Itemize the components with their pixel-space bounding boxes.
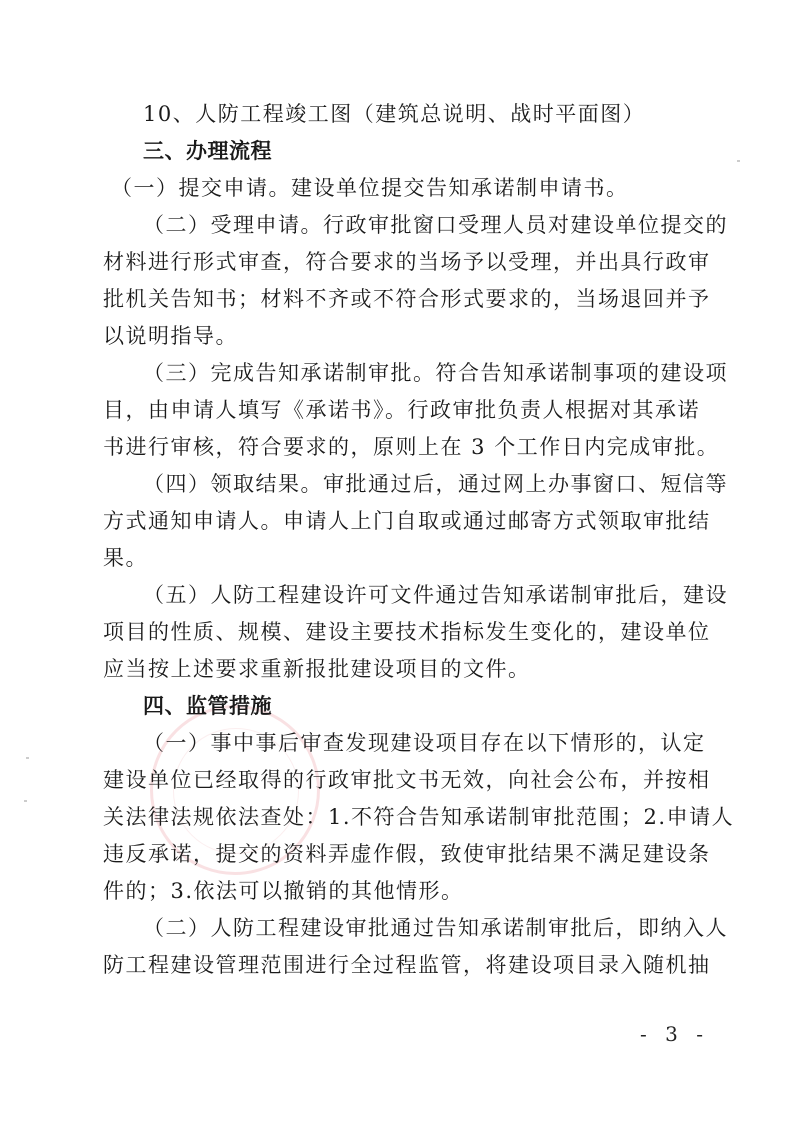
paragraph-accept-application-line-2: 材料进行形式审查，符合要求的当场予以受理，并出具行政审 [103, 250, 711, 274]
document-body [103, 96, 735, 984]
paragraph-post-review-line-2: 建设单位已经取得的行政审批文书无效，向社会公布，并按相 [103, 768, 711, 792]
paragraph-accept-application-line-1: （二）受理申请。行政审批窗口受理人员对建设单位提交的 [143, 213, 728, 237]
paragraph-full-process-supervision-line-2: 防工程建设管理范围进行全过程监管，将建设项目录入随机抽 [103, 953, 711, 977]
paragraph-post-review-line-1: （一）事中事后审查发现建设项目存在以下情形的，认定 [143, 731, 706, 755]
paragraph-post-review-line-3: 关法律法规依法查处：1.不符合告知承诺制审批范围；2.申请人 [103, 805, 735, 829]
paragraph-permit-change-line-2: 项目的性质、规模、建设主要技术指标发生变化的，建设单位 [103, 620, 711, 644]
paragraph-collect-result-line-3: 果。 [103, 546, 148, 570]
section-heading-process: 三、办理流程 [143, 139, 272, 163]
paragraph-accept-application-line-4: 以说明指导。 [103, 324, 238, 348]
page-number: - 3 - [640, 1022, 709, 1046]
paragraph-full-process-supervision-line-1: （二）人防工程建设审批通过告知承诺制审批后，即纳入人 [143, 916, 728, 940]
paragraph-complete-approval-line-2: 目，由申请人填写《承诺书》。行政审批负责人根据对其承诺 [103, 398, 700, 422]
paragraph-submit-application: （一）提交申请。建设单位提交告知承诺制申请书。 [111, 176, 629, 200]
section-heading-supervision: 四、监管措施 [143, 694, 272, 718]
paragraph-accept-application-line-3: 批机关告知书；材料不齐或不符合形式要求的，当场退回并予 [103, 287, 711, 311]
scan-speck [24, 800, 27, 802]
paragraph-collect-result-line-1: （四）领取结果。审批通过后，通过网上办事窗口、短信等 [143, 472, 728, 496]
list-item-10: 10、人防工程竣工图（建筑总说明、战时平面图） [143, 102, 646, 126]
scan-speck [26, 757, 29, 759]
paragraph-collect-result-line-2: 方式通知申请人。申请人上门自取或通过邮寄方式领取审批结 [103, 509, 711, 533]
paragraph-permit-change-line-3: 应当按上述要求重新报批建设项目的文件。 [103, 657, 531, 681]
paragraph-post-review-line-4: 违反承诺，提交的资料弄虚作假，致使审批结果不满足建设条 [103, 842, 711, 866]
paragraph-post-review-line-5: 件的；3.依法可以撤销的其他情形。 [103, 879, 464, 903]
paragraph-complete-approval-line-3: 书进行审核，符合要求的，原则上在 3 个工作日内完成审批。 [103, 435, 720, 459]
scan-speck [737, 160, 740, 162]
paragraph-permit-change-line-1: （五）人防工程建设许可文件通过告知承诺制审批后，建设 [143, 583, 728, 607]
paragraph-complete-approval-line-1: （三）完成告知承诺制审批。符合告知承诺制事项的建设项 [143, 361, 728, 385]
